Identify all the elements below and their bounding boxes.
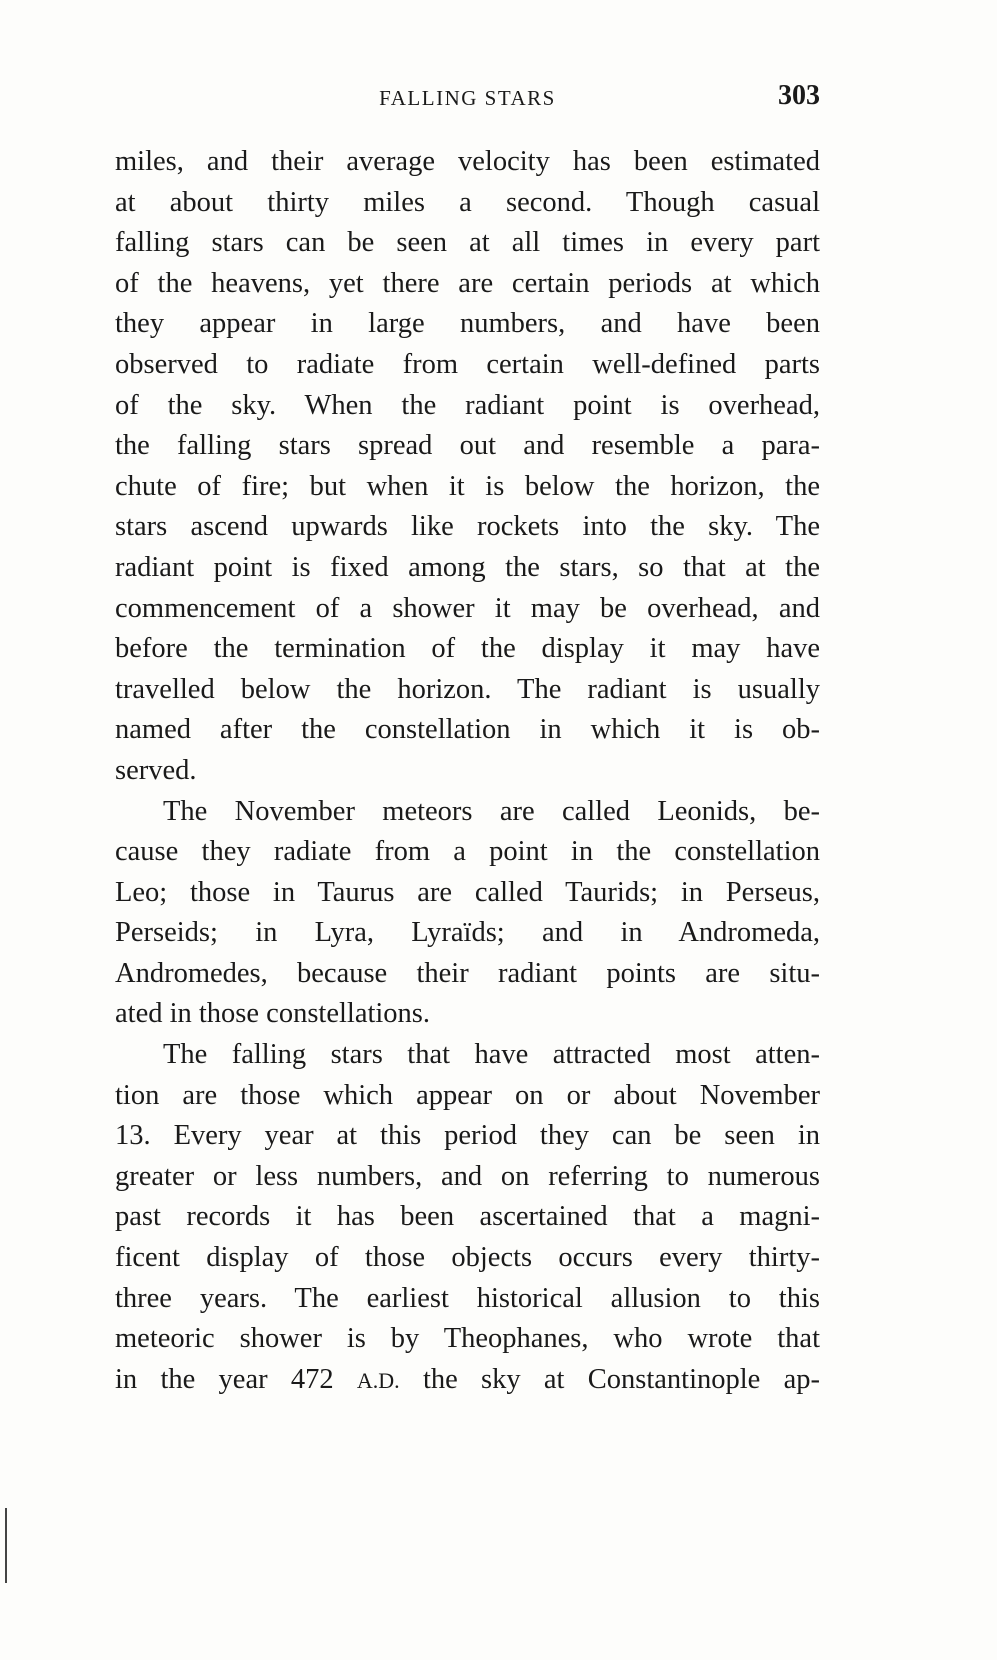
text-line: of the heavens, yet there are certain periods at which — [115, 267, 820, 299]
text-line: the falling stars spread out and resemble a para- — [115, 430, 820, 462]
text-line: falling stars can be seen at all times in every part — [115, 227, 820, 259]
text-line: they appear in large numbers, and have been — [115, 308, 820, 340]
text-line: Perseids; in Lyra, Lyraïds; and in Andromeda, — [115, 917, 820, 949]
text-line: three years. The earliest historical allusion to this — [115, 1282, 820, 1314]
scan-edge-mark — [5, 1508, 7, 1583]
text-line: travelled below the horizon. The radiant is usually — [115, 673, 820, 705]
text-line: before the termination of the display it may have — [115, 633, 820, 665]
text-line: at about thirty miles a second. Though casual — [115, 186, 820, 218]
text-line: of the sky. When the radiant point is overhead, — [115, 389, 820, 421]
text-line: past records it has been ascertained that a magni- — [115, 1201, 820, 1233]
text-line: Leo; those in Taurus are called Taurids; in Perseus, — [115, 876, 820, 908]
text-line: The November meteors are called Leonids, be- — [163, 795, 820, 827]
text-segment: the sky at Constantinople ap- — [399, 1363, 820, 1395]
text-line: 13. Every year at this period they can be seen in — [115, 1120, 820, 1152]
text-line: The falling stars that have attracted most atten- — [163, 1039, 820, 1071]
text-line: served. — [115, 754, 197, 786]
text-line: meteoric shower is by Theophanes, who wrote that — [115, 1323, 820, 1355]
page-header — [115, 80, 820, 116]
text-line: stars ascend upwards like rockets into the sky. The — [115, 511, 820, 543]
text-line: cause they radiate from a point in the constellation — [115, 836, 820, 868]
text-line: Andromedes, because their radiant points are situ- — [115, 957, 820, 989]
text-line: commencement of a shower it may be overhead, and — [115, 592, 820, 624]
text-segment: in the year 472 — [115, 1363, 357, 1395]
page-number: 303 — [778, 80, 820, 111]
text-line: chute of fire; but when it is below the horizon, the — [115, 470, 820, 502]
text-line: greater or less numbers, and on referring to numerous — [115, 1160, 820, 1192]
era-abbreviation: A.D. — [356, 1367, 400, 1393]
text-line — [115, 1360, 820, 1401]
text-line: tion are those which appear on or about November — [115, 1079, 820, 1111]
running-title: FALLING STARS — [379, 86, 556, 110]
text-line: named after the constellation in which it is ob- — [115, 714, 820, 746]
body-text — [115, 142, 820, 1400]
text-line: observed to radiate from certain well-defined parts — [115, 348, 820, 380]
text-line: ficent display of those objects occurs every thirty- — [115, 1242, 820, 1274]
text-line: ated in those constellations. — [115, 998, 431, 1030]
text-line: miles, and their average velocity has been estimated — [115, 146, 820, 177]
text-line: radiant point is fixed among the stars, so that at the — [115, 551, 820, 583]
